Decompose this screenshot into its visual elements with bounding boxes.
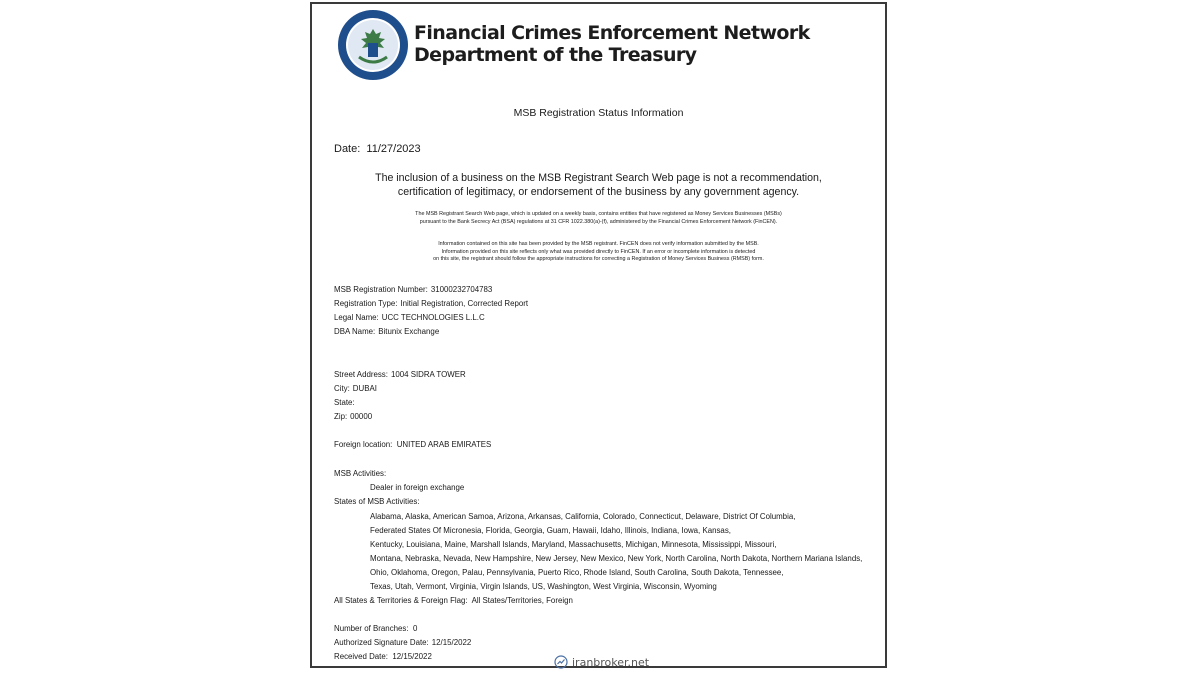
all-states-flag: All States & Territories & Foreign Flag: All States/Territories, Foreign (334, 596, 573, 605)
states-line: Alabama, Alaska, American Samoa, Arizona, Arkansas, California, Colorado, Connecticut, Delaware, District Of Columbia, (370, 512, 796, 521)
registration-number: MSB Registration Number: 31000232704783 (334, 285, 493, 294)
zip: Zip: 00000 (334, 412, 373, 421)
states-line: Kentucky, Louisiana, Maine, Marshall Islands, Maryland, Massachusetts, Michigan, Minnesota, Mississippi, Missouri, (370, 540, 777, 550)
foreign-location: Foreign location: UNITED ARAB EMIRATES (334, 440, 492, 449)
msb-activity-item: Dealer in foreign exchange (370, 483, 465, 492)
chart-trend-icon (554, 655, 568, 669)
received-date: Received Date: 12/15/2022 (334, 652, 432, 661)
disclaimer-main: The inclusion of a business on the MSB Registrant Search Web page is not a recommendation, certification of legitimacy, or endorsement of the business by any government agency. (375, 172, 822, 198)
disclaimer-fine-print-1: The MSB Registrant Search Web page, which is updated on a weekly basis, contains entities that have registered as Money Services Businesses (MSBs) pursuant to the Bank Secrecy Act (BSA) regulations at 31 CFR 1022.380(a)-(f), administered by the Financial Crimes Enforcement Network (FinCEN). (415, 211, 782, 225)
states-line: Federated States Of Micronesia, Florida, Georgia, Guam, Hawaii, Idaho, Illinois, Indiana, Iowa, Kansas, (370, 526, 731, 536)
states-line: Montana, Nebraska, Nevada, New Hampshire, New Jersey, New Mexico, New York, North Carolina, North Dakota, Northern Mariana Islands, (370, 554, 863, 564)
watermark-text: iranbroker.net (572, 655, 650, 669)
number-of-branches: Number of Branches: 0 (334, 624, 418, 633)
document-page (310, 2, 887, 668)
watermark (554, 655, 649, 669)
states-line: Texas, Utah, Vermont, Virginia, Virgin Islands, US, Washington, West Virginia, Wisconsin, Wyoming (370, 582, 717, 592)
page-title: MSB Registration Status Information (513, 107, 684, 119)
street-address: Street Address: 1004 SIDRA TOWER (334, 370, 466, 379)
dba-name: DBA Name: Bitunix Exchange (334, 327, 440, 336)
city: City: DUBAI (334, 384, 377, 393)
disclaimer-fine-print-2: Information contained on this site has been provided by the MSB registrant. FinCEN does not verify information submitted by the MSB. Information provided on this site reflects only what was provided directly to FinCEN. If an error or incomplete information is detected on this site, the registrant should follow the appropriate instructions for correcting a Registration of Money Services Business (RMSB) form. (433, 241, 764, 263)
treasury-seal-logo (337, 9, 409, 81)
states-list (370, 510, 862, 595)
agency-name: Financial Crimes Enforcement Network Department of the Treasury (414, 22, 810, 66)
registration-type: Registration Type: Initial Registration, Corrected Report (334, 299, 529, 308)
report-date: Date: 11/27/2023 (334, 143, 421, 155)
states-line: Ohio, Oklahoma, Oregon, Palau, Pennsylvania, Puerto Rico, Rhode Island, South Carolina, South Dakota, Tennessee, (370, 568, 784, 578)
state: State: (334, 398, 355, 407)
legal-name: Legal Name: UCC TECHNOLOGIES L.L.C (334, 313, 485, 322)
states-activities-label: States of MSB Activities: (334, 497, 420, 506)
msb-activities-label: MSB Activities: (334, 469, 387, 478)
authorized-signature-date: Authorized Signature Date: 12/15/2022 (334, 638, 472, 647)
